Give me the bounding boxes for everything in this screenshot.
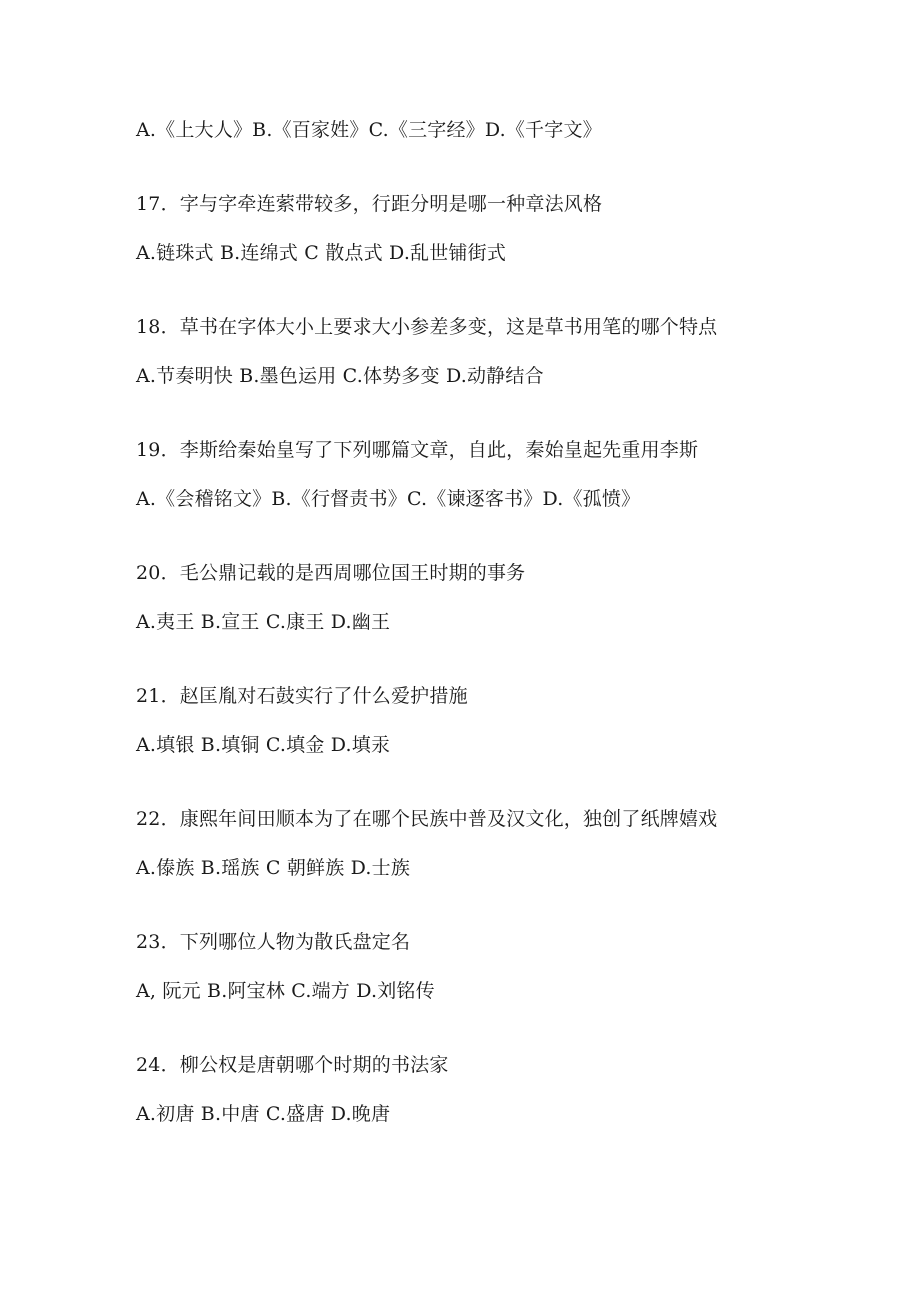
q24-question: 24．柳公权是唐朝哪个时期的书法家 bbox=[136, 1054, 449, 1076]
q16-options: A.《上大人》B.《百家姓》C.《三字经》D.《千字文》 bbox=[136, 119, 602, 141]
q18-options: A.节奏明快 B.墨色运用 C.体势多变 D.动静结合 bbox=[136, 365, 544, 387]
q19-question: 19．李斯给秦始皇写了下列哪篇文章，自此，秦始皇起先重用李斯 bbox=[136, 439, 699, 461]
q21-question: 21．赵匡胤对石鼓实行了什么爱护措施 bbox=[136, 685, 468, 707]
q24-options: A.初唐 B.中唐 C.盛唐 D.晚唐 bbox=[136, 1103, 391, 1125]
q23-options: A, 阮元 B.阿宝林 C.端方 D.刘铭传 bbox=[136, 980, 435, 1002]
q21-options: A.填银 B.填铜 C.填金 D.填汞 bbox=[136, 734, 391, 756]
q20-options: A.夷王 B.宣王 C.康王 D.幽王 bbox=[136, 611, 391, 633]
q17-options: A.链珠式 B.连绵式 C 散点式 D.乱世铺街式 bbox=[136, 242, 507, 264]
q18-question: 18．草书在字体大小上要求大小参差多变，这是草书用笔的哪个特点 bbox=[136, 316, 718, 338]
q23-question: 23．下列哪位人物为散氏盘定名 bbox=[136, 931, 411, 953]
q22-options: A.傣族 B.瑶族 C 朝鲜族 D.士族 bbox=[136, 857, 411, 879]
q20-question: 20．毛公鼎记载的是西周哪位国王时期的事务 bbox=[136, 562, 526, 584]
q17-question: 17．字与字牵连萦带较多，行距分明是哪一种章法风格 bbox=[136, 193, 603, 215]
q22-question: 22．康熙年间田顺本为了在哪个民族中普及汉文化，独创了纸牌嬉戏 bbox=[136, 808, 718, 830]
q19-options: A.《会稽铭文》B.《行督责书》C.《谏逐客书》D.《孤愤》 bbox=[136, 488, 641, 510]
